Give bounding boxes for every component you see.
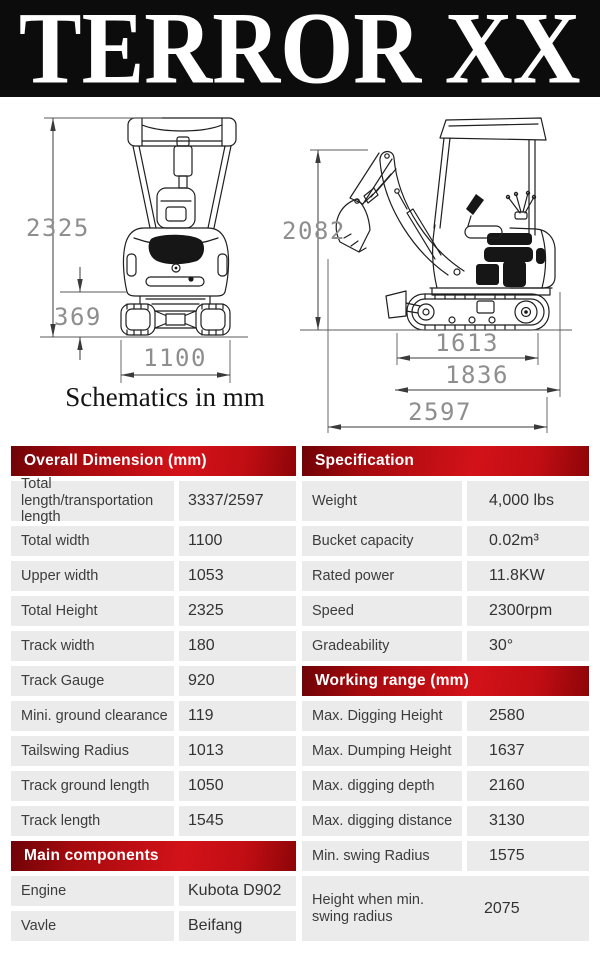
row-label: Min. swing Radius xyxy=(302,841,462,871)
table-row xyxy=(11,526,296,556)
side-body-length-dim: 1836 xyxy=(445,361,509,389)
main-components-header: Main components xyxy=(11,841,296,871)
row-label: Engine xyxy=(11,876,174,906)
schematic-caption: Schematics in mm xyxy=(65,382,265,412)
row-label: Total length/transportation length xyxy=(11,481,174,521)
table-row xyxy=(302,771,589,801)
row-value: 2160 xyxy=(467,771,589,801)
table-row xyxy=(302,736,589,766)
left-table-column xyxy=(11,446,296,941)
row-value: 0.02m³ xyxy=(467,526,589,556)
front-clearance-dim: 369 xyxy=(54,303,102,331)
table-row xyxy=(302,561,589,591)
table-row xyxy=(11,771,296,801)
table-row xyxy=(302,481,589,521)
row-value: Beifang xyxy=(179,911,296,941)
row-value: 180 xyxy=(179,631,296,661)
row-label: Total Height xyxy=(11,596,174,626)
title-banner xyxy=(0,0,600,106)
row-label: Total width xyxy=(11,526,174,556)
working-range-header: Working range (mm) xyxy=(302,666,589,696)
table-row xyxy=(11,701,296,731)
table-row xyxy=(11,475,296,526)
table-row xyxy=(11,911,296,941)
row-label: Max. digging distance xyxy=(302,806,462,836)
overall-dimension-header: Overall Dimension (mm) xyxy=(11,446,296,476)
front-overall-height-dim: 2325 xyxy=(26,214,90,242)
table-row xyxy=(302,631,589,661)
row-label: Max. digging depth xyxy=(302,771,462,801)
table-row xyxy=(11,736,296,766)
side-overall-height-dim: 2082 xyxy=(282,217,346,245)
row-value: 1050 xyxy=(179,771,296,801)
row-label: Track Gauge xyxy=(11,666,174,696)
row-value: 2300rpm xyxy=(467,596,589,626)
row-label: Track width xyxy=(11,631,174,661)
page-title: TERROR XX xyxy=(19,0,581,106)
row-label: Bucket capacity xyxy=(302,526,462,556)
row-value: 119 xyxy=(179,701,296,731)
row-value: 3130 xyxy=(467,806,589,836)
row-value: 1013 xyxy=(179,736,296,766)
row-label: Max. Dumping Height xyxy=(302,736,462,766)
row-value: 1575 xyxy=(467,841,589,871)
table-row xyxy=(11,596,296,626)
row-label: Max. Digging Height xyxy=(302,701,462,731)
row-label: Rated power xyxy=(302,561,462,591)
row-value: Kubota D902 xyxy=(179,876,296,906)
row-value: 3337/2597 xyxy=(179,481,296,521)
row-value: 1637 xyxy=(467,736,589,766)
table-row xyxy=(11,631,296,661)
side-view-schematic xyxy=(280,97,600,442)
row-value: 2580 xyxy=(467,701,589,731)
right-table-column xyxy=(302,446,589,941)
table-row xyxy=(11,666,296,696)
side-overall-length-dim: 2597 xyxy=(408,398,472,426)
table-row xyxy=(302,876,589,941)
side-track-length-dim: 1613 xyxy=(435,329,499,357)
front-dimension-lines xyxy=(26,118,248,383)
table-row xyxy=(11,876,296,906)
row-label: Weight xyxy=(302,481,462,521)
table-row xyxy=(302,841,589,871)
row-value: 4,000 lbs xyxy=(467,481,589,521)
row-label: Gradeability xyxy=(302,631,462,661)
row-label: Height when min. swing radius xyxy=(312,891,425,925)
row-value: 920 xyxy=(179,666,296,696)
excavator-side-drawing xyxy=(336,118,555,330)
excavator-front-drawing xyxy=(121,118,236,335)
row-value: 1545 xyxy=(179,806,296,836)
table-row xyxy=(302,806,589,836)
row-value: 2325 xyxy=(179,596,296,626)
row-value: 2075 xyxy=(484,899,520,917)
row-label: Upper width xyxy=(11,561,174,591)
row-label: Tailswing Radius xyxy=(11,736,174,766)
specification-header: Specification xyxy=(302,446,589,476)
table-row xyxy=(11,561,296,591)
table-row xyxy=(302,526,589,556)
row-value: 30° xyxy=(467,631,589,661)
row-value: 11.8KW xyxy=(467,561,589,591)
table-row xyxy=(11,806,296,836)
table-row xyxy=(302,701,589,731)
row-label: Track ground length xyxy=(11,771,174,801)
row-label: Vavle xyxy=(11,911,174,941)
front-overall-width-dim: 1100 xyxy=(143,344,207,372)
row-value: 1100 xyxy=(179,526,296,556)
row-label: Track length xyxy=(11,806,174,836)
row-value: 1053 xyxy=(179,561,296,591)
row-label: Speed xyxy=(302,596,462,626)
row-label: Mini. ground clearance xyxy=(11,701,174,731)
table-row xyxy=(302,596,589,626)
